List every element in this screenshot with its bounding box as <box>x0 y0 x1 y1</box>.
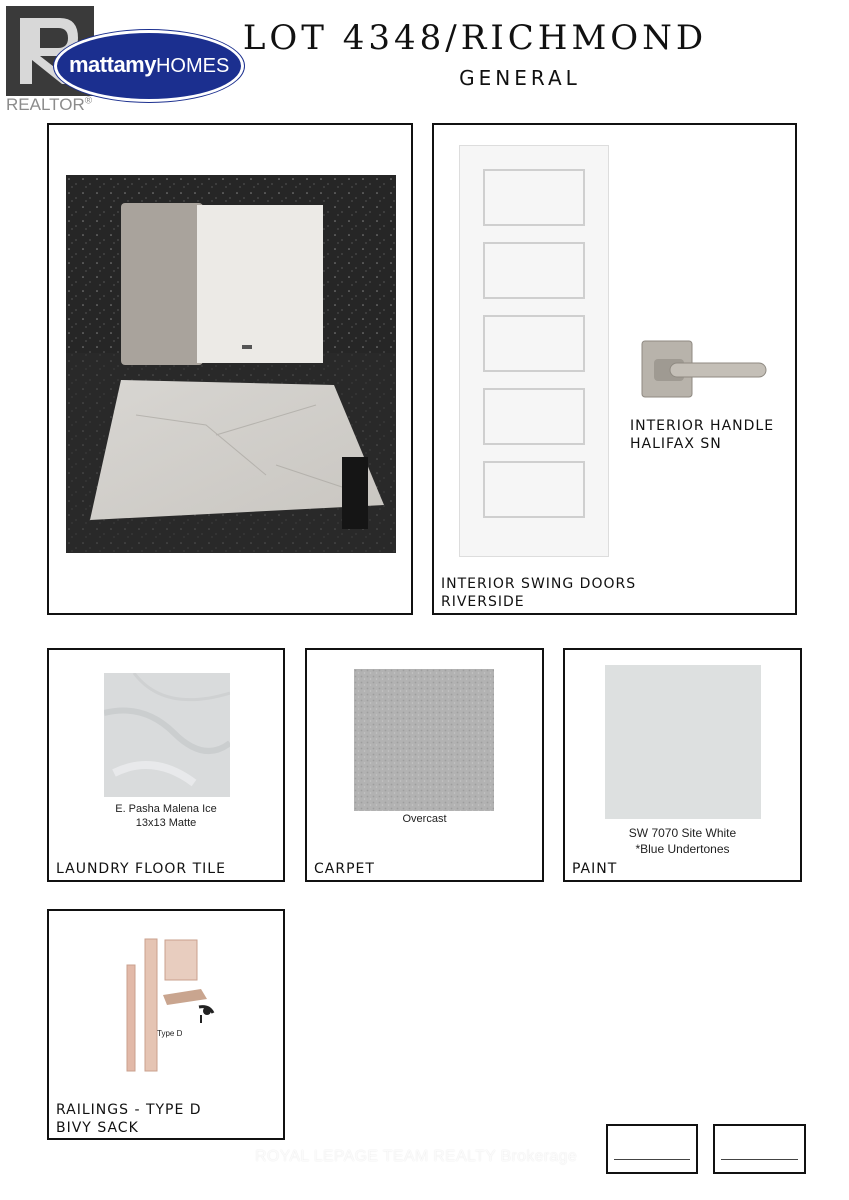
page-title: LOT 4348/RICHMOND <box>242 18 708 58</box>
handle-caption-line-2: HALIFAX SN <box>630 436 722 452</box>
handle-caption-line-1: INTERIOR HANDLE <box>630 418 775 434</box>
laundry-sample-line-2: 13x13 Matte <box>135 817 197 829</box>
carpet-caption: CARPET <box>314 861 375 877</box>
laundry-caption: LAUNDRY FLOOR TILE <box>56 861 226 877</box>
laundry-tile-swatch <box>104 673 230 797</box>
flooring-photo-panel <box>47 123 413 615</box>
brand-light: HOMES <box>155 55 230 77</box>
laundry-sample-line-1: E. Pasha Malena Ice <box>115 803 217 815</box>
signature-box-1[interactable] <box>606 1124 698 1174</box>
paint-swatch <box>605 665 761 819</box>
laundry-floor-tile-panel <box>47 648 285 882</box>
brokerage-watermark: ROYAL LEPAGE TEAM REALTY Brokerage <box>255 1148 578 1165</box>
paint-sample-line-1: SW 7070 Site White <box>628 826 737 840</box>
paint-panel <box>563 648 802 882</box>
realtor-logo <box>4 4 244 116</box>
door-caption <box>441 575 636 611</box>
railing-parts-image <box>119 935 229 1075</box>
door-handle-image <box>640 339 768 403</box>
handle-caption <box>630 417 774 453</box>
railing-sample-text <box>157 1029 182 1039</box>
paint-caption: PAINT <box>572 861 618 877</box>
railings-caption-line-1: RAILINGS - TYPE D <box>56 1102 202 1118</box>
door-caption-line-1: INTERIOR SWING DOORS <box>441 576 637 592</box>
railings-caption <box>56 1101 202 1137</box>
paint-sample-line-2: *Blue Undertones <box>635 842 730 856</box>
signature-box-2[interactable] <box>713 1124 806 1174</box>
carpet-sample-line-1: Overcast <box>402 813 447 825</box>
realtor-text: REALTOR <box>6 95 85 114</box>
signature-line-1 <box>614 1159 690 1160</box>
carpet-panel <box>305 648 544 882</box>
door-caption-line-2: RIVERSIDE <box>441 594 525 610</box>
mattamy-homes-logo <box>54 30 244 102</box>
carpet-swatch <box>354 669 494 811</box>
page-subtitle: GENERAL <box>459 66 581 90</box>
signature-line-2 <box>721 1159 798 1160</box>
brand-bold: mattamy <box>69 52 156 77</box>
carpet-sample-text <box>307 812 542 826</box>
railing-sample-line-1: Type D <box>157 1029 183 1038</box>
flooring-samples-photo <box>66 175 396 553</box>
interior-door-image <box>459 145 609 557</box>
doors-panel <box>432 123 797 615</box>
paint-sample-text <box>565 825 800 857</box>
realtor-registered-mark: ® <box>84 95 93 107</box>
railings-panel <box>47 909 285 1140</box>
railings-caption-line-2: BIVY SACK <box>56 1120 139 1136</box>
laundry-sample-text <box>49 802 283 830</box>
